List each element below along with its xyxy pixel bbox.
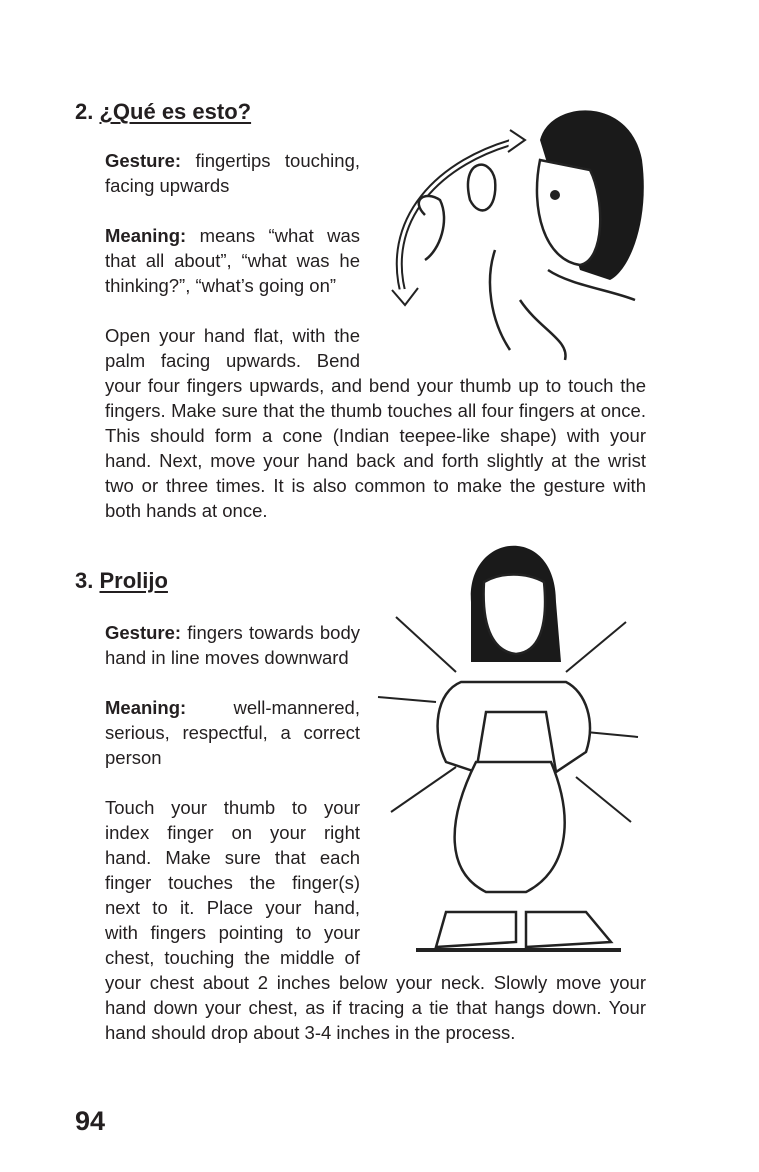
meaning-text: well-mannered, serious, respectful, a correct person <box>105 697 360 768</box>
section-body-que-es-esto <box>105 148 646 523</box>
meaning-label: Meaning: <box>105 697 187 718</box>
page-number: 94 <box>75 1106 106 1136</box>
meaning-text: means “what was that all about”, “what was he thinking?”, “what’s going on” <box>105 225 360 296</box>
gesture-label: Gesture: <box>105 150 182 171</box>
gesture-text: fingertips touching, facing upwards <box>105 150 361 196</box>
section-title: ¿Qué es esto? <box>99 99 252 124</box>
gesture-text: fingers towards body hand in line moves downward <box>105 622 361 668</box>
section-heading-prolijo <box>75 568 168 594</box>
instructions-paragraph: Open your hand flat, with the palm facing upwards. Bend your four fingers upwards, and bend your thumb up to touch the fingers. Make sure that the thumb touches all four fingers at once. This should form a cone (Indian teepee-like shape) with your hand. Next, move your hand back and forth slightly at the wrist two or three times. It is also common to make the gesture with both hands at once. <box>105 325 646 521</box>
section-title: Prolijo <box>99 568 168 593</box>
section-heading-que-es-esto <box>75 99 251 125</box>
gesture-label: Gesture: <box>105 622 182 643</box>
meaning-label: Meaning: <box>105 225 187 246</box>
instructions-paragraph: Touch your thumb to your index finger on your right hand. Make sure that each finger touches the finger(s) next to it. Place your hand, with fingers pointing to your chest, touching the middle of your chest about 2 inches below your neck. Slowly move your hand down your chest, as if tracing a tie that hangs down. Your hand should drop about 3-4 inches in the process. <box>105 797 646 1043</box>
section-body-prolijo <box>105 620 646 1045</box>
section-number: 3. <box>75 568 94 593</box>
section-number: 2. <box>75 99 94 124</box>
